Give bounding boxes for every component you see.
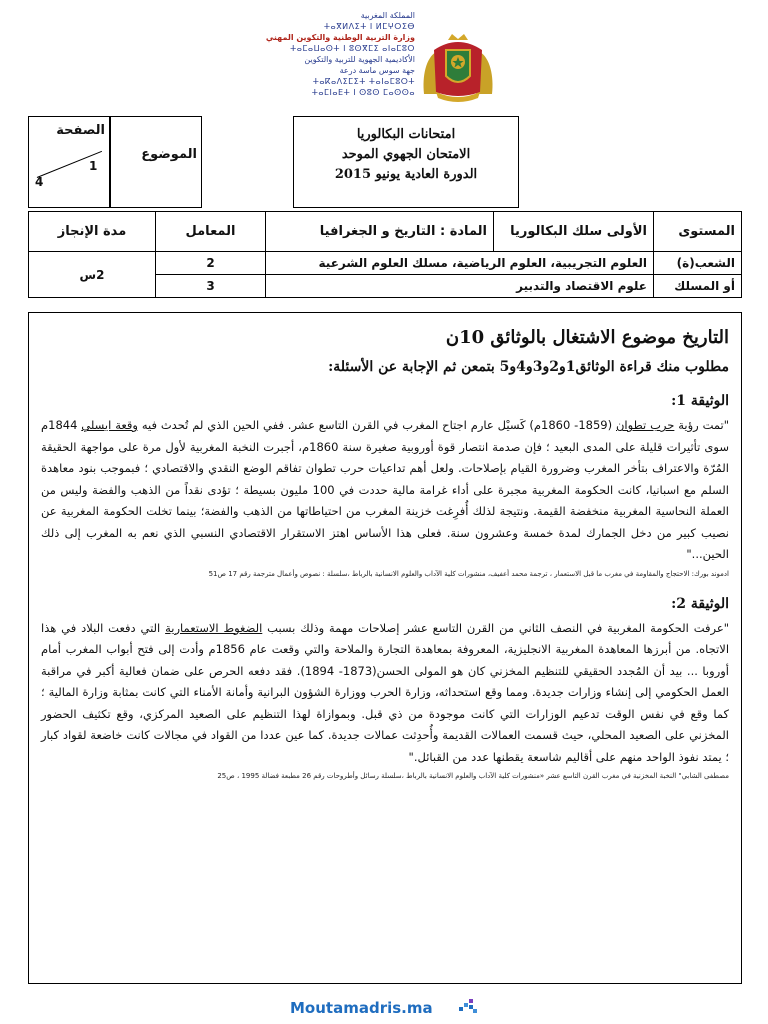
institution-block (240, 10, 415, 98)
document-1-source: ادموند بورك: الاحتجاج والمقاومة في مغرب ما قبل الاستعمار ، ترجمة محمد أعفيف، منشورات كلية الآداب والعلوم الانسانية بالرباط ،سلسلة : نصوص وأعمال مترجمة رقم 17 ص51 (208, 569, 729, 578)
kingdom-name-ar: المملكة المغربية (360, 11, 415, 20)
page-info-box (28, 116, 202, 208)
page-box-divider (109, 117, 111, 207)
exam-info-table (28, 211, 742, 298)
duration-label: مدة الإنجاز (29, 212, 156, 252)
branch-2-value: علوم الاقتصاد والتدبير (266, 275, 654, 298)
exam-line-2: الامتحان الجهوي الموحد (341, 147, 471, 162)
page-header (0, 0, 768, 112)
footer-logo[interactable] (290, 995, 480, 1021)
exam-title-box (293, 116, 519, 208)
exam-line-3: الدورة العادية يونيو 2015 (334, 167, 478, 182)
document-1-text-b: (1859- 1860م) كَسيْل عارم اجتاح المغرب في القرن التاسع عشر. ففي الحين الذي لم تُحدث فيه (137, 418, 616, 432)
document-2-text-a: "عرفت الحكومة المغربية في النصف الثاني من القرن التاسع عشر إصلاحات مهمة وذلك بسبب (262, 620, 729, 635)
academy-name-ar: الأكاديمية الجهوية للتربية والتكوين (304, 55, 415, 64)
level-value: الأولى سلك البكالوريا (494, 212, 654, 252)
royal-emblem-icon (418, 32, 498, 102)
logo-text: Moutamadris.ma (290, 999, 433, 1017)
region-name-tf: ⵜⴰⵎⵏⴰⴹⵜ ⵏ ⵙⵓⵙ ⵎⴰⵙⵙⴰ (311, 88, 415, 97)
exam-content (28, 312, 742, 984)
document-1-underline-2: وقعة ايسلي (81, 418, 138, 432)
coefficient-label: المعامل (156, 212, 266, 252)
document-1-title: الوثيقة 1: (671, 393, 729, 409)
page-current: 1 (89, 159, 98, 173)
kingdom-name-tf: ⵜⴰⴳⵍⴷⵉⵜ ⵏ ⵍⵎⵖⵔⵉⴱ (323, 22, 415, 31)
exam-line-1: امتحانات البكالوريا (356, 127, 456, 142)
moutamadris-logo-icon (458, 997, 478, 1017)
branch-1-value: العلوم التجريبية، العلوم الرياضية، مسلك العلوم الشرعية (266, 252, 654, 275)
document-2-text-b: التي دفعت البلاد في هذا الاتجاه. من أبرزها المعاهدة المغربية الانجليزية، المعروفة بمعاهدة التجارة والملاحة والتي وقعت عام 1856م وأدت إلى فتح أبواب المغرب أمام أوروبا ... بيد أن المُجدد الحقيقي للتنظيم المخزني كان هو المولى الحسن(1873- 1894). فقد دفعه الحرص على ضمان فعالية أكبر في مراقبة العمل الحكومي إلى إنشاء وزارات جديدة. ومما وقع استحداثه، وزارة الحرب ووزارة الشؤون البرانية وأمانة الأمناء التي كانت بمثابة وزارة المالية ؛ كما وقع في نفس الوقت تدعيم الوزارات التي كانت موجودة من ذي قبل. وبموازاة لهذا التنظيم على الصعيد المركزي، وقع تكثيف الحضور المخزني على الصعيد المحلي، حيث قسمت العمالات القديمة وأُحدِثت عمالات جديدة. كما عين عددا من القواد في مجالات كانت خاضعة لقواد كبار ؛ يمتد نفوذ الواحد منهم على أقاليم شاسعة يقطنها عدد من القبائل." (41, 620, 730, 764)
subject-value: المادة : التاريخ و الجغرافيا (266, 212, 494, 252)
duration-value: 2س (29, 252, 156, 298)
academy-name-tf: ⵜⴰⴽⴰⴷⵉⵎⵉⵜ ⵜⴰⵏⴰⵎⵓⵔⵜ (312, 77, 415, 86)
table-row (29, 212, 742, 252)
region-name-ar: جهة سوس ماسة درعة (339, 66, 415, 75)
branch-label-2: أو المسلك (654, 275, 742, 298)
instructions: مطلوب منك قراءة الوثائق1و2و3و4و5 بتمعن ثم الإجابة عن الأسئلة: (328, 359, 729, 375)
subject-label: الموضوع (141, 147, 197, 162)
coefficient-1: 2 (156, 252, 266, 275)
document-2-title: الوثيقة 2: (671, 595, 729, 612)
document-1-text-a: "تمت رؤية (674, 418, 730, 432)
document-1-text-c: 1844م سوى تأثيرات قليلة على المدى البعيد ؛ فإن صدمة انتصار قوة أوروبية صغيرة سنة 1860م، أجبرت النخبة المغربية لأول مرة على مواجهة الحقيقة المُرّة والاعتراف بتأخر المغرب وضرورة القيام بإصلاحات. ولعل أهم تداعيات حرب تطوان تفاقم الوضع النقدي والاقتصادي ؛ فبموجب بنود معاهدة السلم مع اسبانيا، كانت الحكومة المغربية مجبرة على أداء غرامة مالية حددت في 100 مليون بسيطة ؛ تؤدى نقداً من الذهب والفضة وليس من العملة النحاسية المغربية منخفضة القيمة. ونتيجة لذلك أُفرِغت خزينة المغرب من احتياطاتها من الذهب والفضة؛ بينما تخلت الحكومة المغربية عن نصيب كبير من دخل الجمارك لمدة خمسة وعشرون سنة. فعلى هذا الأساس اهتز الاستقرار الاقتصادي النسبي الذي نعم به المغرب إلى ذلك الحين..." (41, 418, 730, 561)
branch-label-1: الشعب(ة) (654, 252, 742, 275)
page-total: 4 (35, 175, 44, 189)
document-2-text (41, 618, 729, 769)
table-row (29, 252, 742, 275)
ministry-name-ar: وزارة التربية الوطنية والتكوين المهني (265, 33, 415, 42)
page-label: الصفحة (56, 123, 105, 138)
section-title: التاريخ موضوع الاشتغال بالوثائق 10ن (445, 327, 729, 348)
document-2-source: مصطفى الشابي" النخبة المخزنية في مغرب القرن التاسع عشر «منشورات كلية الآداب والعلوم الانسانية بالرباط ،سلسلة رسائل وأطروحات رقم 26 مطبعة فضالة 1995 ، ص25 (217, 772, 729, 780)
document-1-text (41, 415, 729, 566)
level-label: المستوى (654, 212, 742, 252)
ministry-name-tf: ⵜⴰⵎⴰⵡⴰⵙⵜ ⵏ ⵓⵙⴳⵎⵉ ⴰⵏⴰⵎⵓⵔ (290, 44, 415, 53)
document-1-underline-1: حرب تطوان (615, 418, 675, 432)
document-2-underline-1: الضغوط الاستعمارية (165, 620, 263, 635)
exam-header-block (28, 116, 742, 208)
coefficient-2: 3 (156, 275, 266, 298)
